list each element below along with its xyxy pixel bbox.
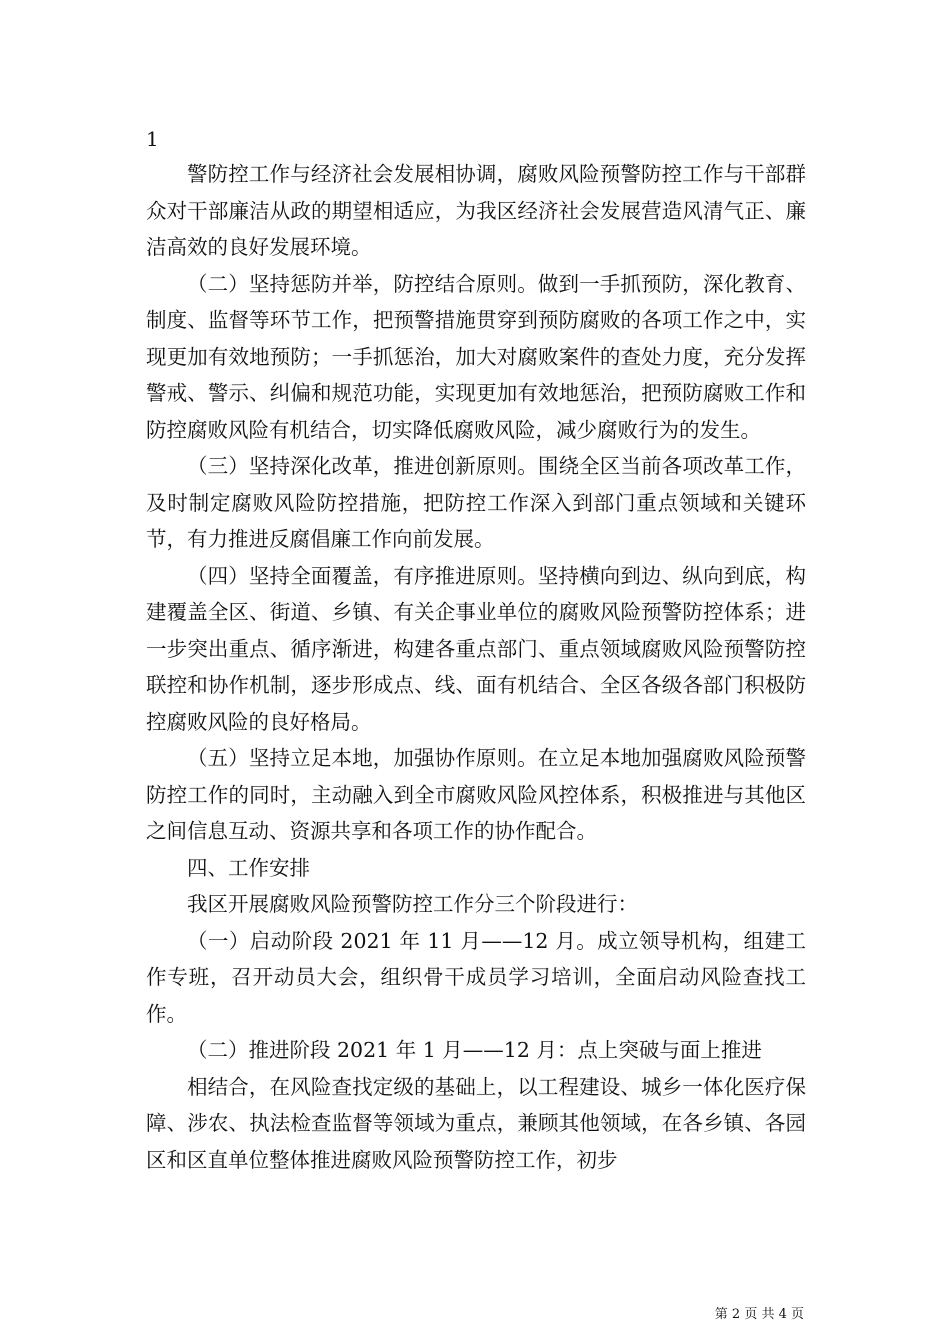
paragraph: （一）启动阶段 2021 年 11 月——12 月。成立领导机构，组建工作专班，召开动员大会，组织骨干成员学习培训，全面启动风险查找工作。 — [146, 928, 806, 1026]
paragraph: 我区开展腐败风险预警防控工作分三个阶段进行： — [187, 892, 638, 916]
paragraph: （三）坚持深化改革，推进创新原则。围绕全区当前各项改革工作，及时制定腐败风险防控措施，把防控工作深入到部门重点领域和关键环节，有力推进反腐倡廉工作向前发展。 — [146, 454, 806, 551]
paragraph: 警防控工作与经济社会发展相协调，腐败风险预警防控工作与干部群众对干部廉洁从政的期望相适应，为我区经济社会发展营造风清气正、廉洁高效的良好发展环境。 — [146, 162, 806, 259]
top-page-marker: 1 — [146, 127, 159, 151]
paragraph: （二）坚持惩防并举，防控结合原则。做到一手抓预防，深化教育、制度、监督等环节工作，把预警措施贯穿到预防腐败的各项工作之中，实现更加有效地预防；一手抓惩治，加大对腐败案件的查处力度，充分发挥警戒、警示、纠偏和规范功能，实现更加有效地惩治，把预防腐败工作和防控腐败风险有机结合，切实降低腐败风险，减少腐败行为的发生。 — [146, 271, 806, 442]
paragraph: （二）推进阶段 2021 年 1 月——12 月：点上突破与面上推进 — [187, 1038, 762, 1062]
paragraph: （五）坚持立足本地，加强协作原则。在立足本地加强腐败风险预警防控工作的同时，主动融入到全市腐败风险风控体系，积极推进与其他区之间信息互动、资源共享和各项工作的协作配合。 — [146, 746, 806, 843]
paragraph: 相结合，在风险查找定级的基础上，以工程建设、城乡一体化医疗保障、涉农、执法检查监督等领域为重点，兼顾其他领域，在各乡镇、各园区和区直单位整体推进腐败风险预警防控工作，初步 — [146, 1074, 806, 1172]
document-body — [146, 156, 806, 1178]
section-heading: 四、工作安排 — [187, 855, 310, 880]
page-footer: 第 2 页 共 4 页 — [714, 1307, 804, 1322]
paragraph: （四）坚持全面覆盖，有序推进原则。坚持横向到边、纵向到底，构建覆盖全区、街道、乡镇、有关企事业单位的腐败风险预警防控体系；进一步突出重点、循序渐进，构建各重点部门、重点领域腐败风险预警防控联控和协作机制，逐步形成点、线、面有机结合、全区各级各部门积极防控腐败风险的良好格局。 — [146, 563, 806, 734]
